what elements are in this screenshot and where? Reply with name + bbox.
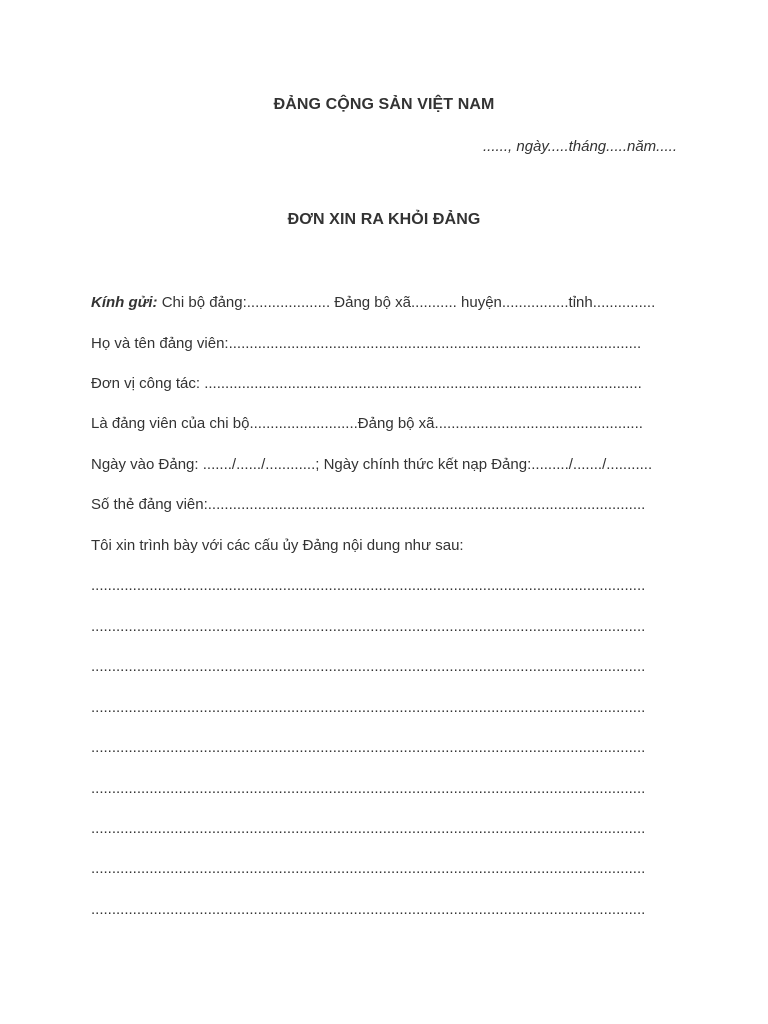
blank-line: ..................................................................................................................................... [91, 618, 646, 635]
document-title: ĐƠN XIN RA KHỎI ĐẢNG [287, 211, 481, 228]
work-unit-field: Đơn vị công tác: ......................................................................................................... [91, 375, 642, 392]
blank-line: ..................................................................................................................................... [91, 820, 646, 837]
party-cell-field: Là đảng viên của chi bộ..........................Đảng bộ xã.................................................. [91, 415, 643, 432]
addressee-text: Chi bộ đảng:.................... Đảng bộ xã........... huyện................tỉnh............... [157, 294, 656, 311]
admission-date-field: Ngày vào Đảng: ......./....../............; Ngày chính thức kết nạp Đảng:........./......./........... [91, 456, 653, 473]
statement-intro: Tôi xin trình bày với các cấu ủy Đảng nội dung như sau: [91, 537, 464, 554]
blank-line: ..................................................................................................................................... [91, 658, 646, 675]
blank-line: ..................................................................................................................................... [91, 699, 646, 716]
blank-line: ..................................................................................................................................... [91, 739, 646, 756]
blank-line: ..................................................................................................................................... [91, 860, 646, 877]
addressee-label: Kính gửi: [91, 294, 158, 311]
member-card-field: Số thẻ đảng viên:......................................................................................................... [91, 496, 646, 513]
addressee-line [91, 294, 655, 312]
blank-line: ..................................................................................................................................... [91, 780, 646, 797]
party-header: ĐẢNG CỘNG SẢN VIỆT NAM [273, 96, 495, 113]
blank-line: ..................................................................................................................................... [91, 577, 646, 594]
date-line: ......, ngày.....tháng.....năm..... [483, 138, 677, 155]
member-name-field: Họ và tên đảng viên:................................................................................................... [91, 335, 642, 352]
blank-line: ..................................................................................................................................... [91, 901, 646, 918]
